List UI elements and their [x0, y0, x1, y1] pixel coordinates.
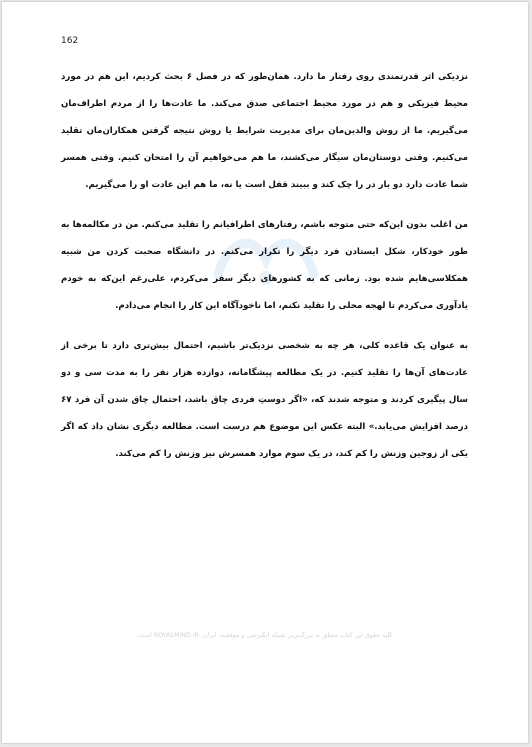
copyright-footer: کلیه حقوق این کتاب متعلق به بزرگ‌ترین شبکه انگیزشی و موفقیت ایران، ROYALMIND.IR است.: [136, 632, 393, 639]
page-number: 162: [61, 36, 79, 46]
paragraph-1: نزدیکی اثر قدرتمندی روی رفتار ما دارد. همان‌طور که در فصل ۶ بحث کردیم، این هم در مورد محیط فیزیکی و هم در مورد محیط اجتماعی صدق می‌کند. ما عادت‌ها را از مردم اطراف‌مان می‌گیریم. ما از روش والدین‌مان برای مدیریت شرایط یا روش نتیجه گرفتن همکاران‌مان تقلید می‌کنیم. وقتی دوستان‌مان سیگار می‌کشند، ما هم می‌خواهیم آن را امتحان کنیم. وقتی همسر شما عادت دارد دو بار در را چک کند و ببیند قفل است یا نه، ما هم این عادت او را می‌گیریم.: [61, 72, 468, 190]
paragraph-2: من اغلب بدون این‌که حتی متوجه باشم، رفتارهای اطرافیانم را تقلید می‌کنم. من در مکالمه‌ها به طور خودکار، شکل ایستادن فرد دیگر را تکرار می‌کنم. در دانشگاه صحبت کردن من شبیه همکلاسی‌هایم شده بود. زمانی که به کشورهای دیگر سفر می‌کردم، علی‌رغم این‌که به خودم یادآوری می‌کردم تا لهجه محلی را تقلید نکنم، اما ناخودآگاه این کار را انجام می‌دادم.: [61, 220, 468, 311]
paragraph-3: به عنوان یک قاعده کلی، هر چه به شخصی نزدیک‌تر باشیم، احتمال بیش‌تری دارد تا برخی از عادت‌های آن‌ها را تقلید کنیم. در یک مطالعه پیشگامانه، دوازده هزار نفر را به مدت سی و دو سال پیگیری کردند و متوجه شدند که، «اگر دوستِ فردی چاق باشد، احتمال چاق شدن آن فرد ۶۷ درصد افزایش می‌یابد.» البته عکس این موضوع هم درست است. مطالعه دیگری نشان داد که اگر یکی از زوجین وزنش را کم کند، در یک سوم موارد همسرش نیز وزنش را کم می‌کند.: [61, 341, 468, 459]
document-page: [2, 2, 528, 743]
body-text: [61, 64, 468, 481]
